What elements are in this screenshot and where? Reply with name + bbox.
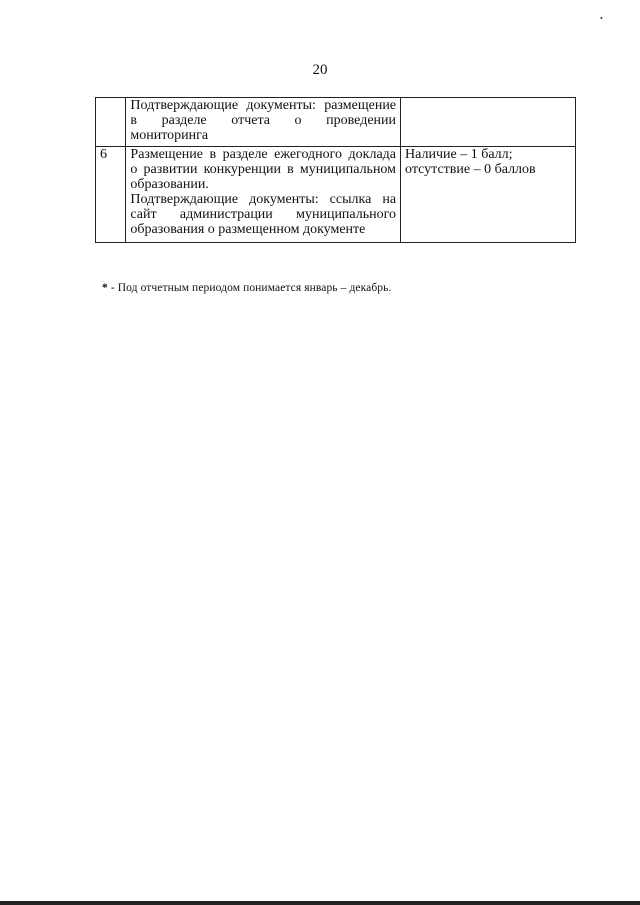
description-line: образовании. — [130, 177, 209, 192]
score-cell — [401, 98, 576, 147]
score-line: отсутствие – 0 баллов — [405, 162, 536, 177]
row-number-cell: 6 — [96, 147, 126, 243]
description-line: о развитии конкуренции в муниципальном — [130, 162, 397, 177]
footnote-marker: * — [102, 282, 108, 294]
score-cell — [401, 147, 576, 243]
row-number-cell — [96, 98, 126, 147]
table-row — [96, 98, 576, 147]
description-line: Размещение в разделе ежегодного доклада — [130, 147, 397, 162]
criteria-table — [95, 97, 576, 243]
description-line: Подтверждающие документы: ссылка на — [130, 192, 397, 207]
scan-bottom-edge — [0, 901, 640, 905]
description-cell — [126, 98, 401, 147]
description-cell — [126, 147, 401, 243]
description-line: в разделе отчета о проведении — [130, 113, 397, 128]
page-number: 20 — [312, 62, 328, 78]
footnote — [102, 282, 391, 294]
scan-speck: • — [600, 14, 603, 23]
description-line: Подтверждающие документы: размещение — [130, 98, 397, 113]
score-line: Наличие – 1 балл; — [405, 147, 513, 162]
description-line: мониторинга — [130, 128, 209, 143]
footnote-text: - Под отчетным периодом понимается январь – декабрь. — [107, 282, 392, 294]
description-line: образования о размещенном документе — [130, 222, 366, 237]
description-line: сайт администрации муниципального — [130, 207, 397, 222]
table-row — [96, 147, 576, 243]
